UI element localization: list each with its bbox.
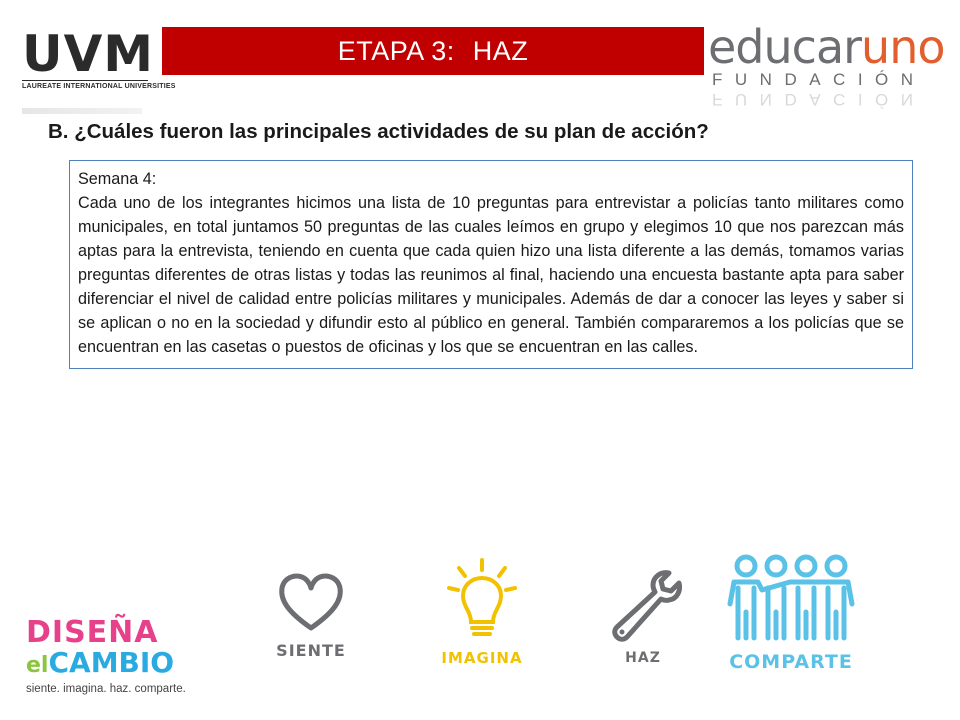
answer-text-box [69,160,913,369]
step-haz [598,565,688,666]
wrench-icon [603,565,683,645]
step-imagina [436,556,528,667]
disena-logo-line1: DISEÑA [26,615,159,650]
answer-paragraph: Cada uno de los integrantes hicimos una lista de 10 preguntas para entrevistar a policías tanto militares como municipales, en total juntamos 50 preguntas de las cuales leímos en grupo y elegimos 10 que nos parezcan más aptas para la entrevista, teniendo en cuenta que cada quien hizo una lista diferente a las demás, tomamos varias preguntas diferentes de otras listas y todas las reunimos al final, haciendo una encuesta bastante apta para saber diferenciar el nivel de calidad entre policías militares y municipales. Además de dar a conocer las leyes y saber si se aplican o no en la sociedad y difundir esto al público en general. También compararemos a los policías que se encuentran en las casetas o puestos de oficinas y los que se encuentran en las calles. [78,194,904,356]
step-label: COMPARTE [729,651,853,673]
uvm-tagline: LAUREATE INTERNATIONAL UNIVERSITIES [22,80,148,90]
question-heading: B. ¿Cuáles fueron las principales actividades de su plan de acción? [48,120,709,143]
stage-title-label: ETAPA 3: [337,35,455,66]
stage-title-bar [162,27,704,75]
step-siente [270,570,352,660]
disena-el-cambio-logo [26,615,206,698]
educaruno-wordmark: educaruno [708,20,945,74]
educaruno-subtitle: FUNDACIÓN [712,70,926,89]
step-label: SIENTE [276,641,346,660]
uvm-logo-text: UVM [22,25,155,83]
stage-title-name: HAZ [472,35,529,66]
step-comparte [724,552,858,673]
disena-logo-line2: elCAMBIO [26,646,175,679]
educaruno-logo [708,20,945,110]
educaruno-subtitle-reflection: FUNDACIÓN [712,90,926,109]
lightbulb-icon [447,556,517,644]
disena-tagline: siente. imagina. haz. comparte. [26,683,186,695]
heart-icon [276,570,346,634]
people-icon [726,552,856,644]
step-label: HAZ [625,650,661,666]
uvm-logo-reflection [22,108,142,114]
step-label: IMAGINA [441,649,523,667]
week-label: Semana 4: [78,170,157,188]
uvm-logo [22,25,176,110]
